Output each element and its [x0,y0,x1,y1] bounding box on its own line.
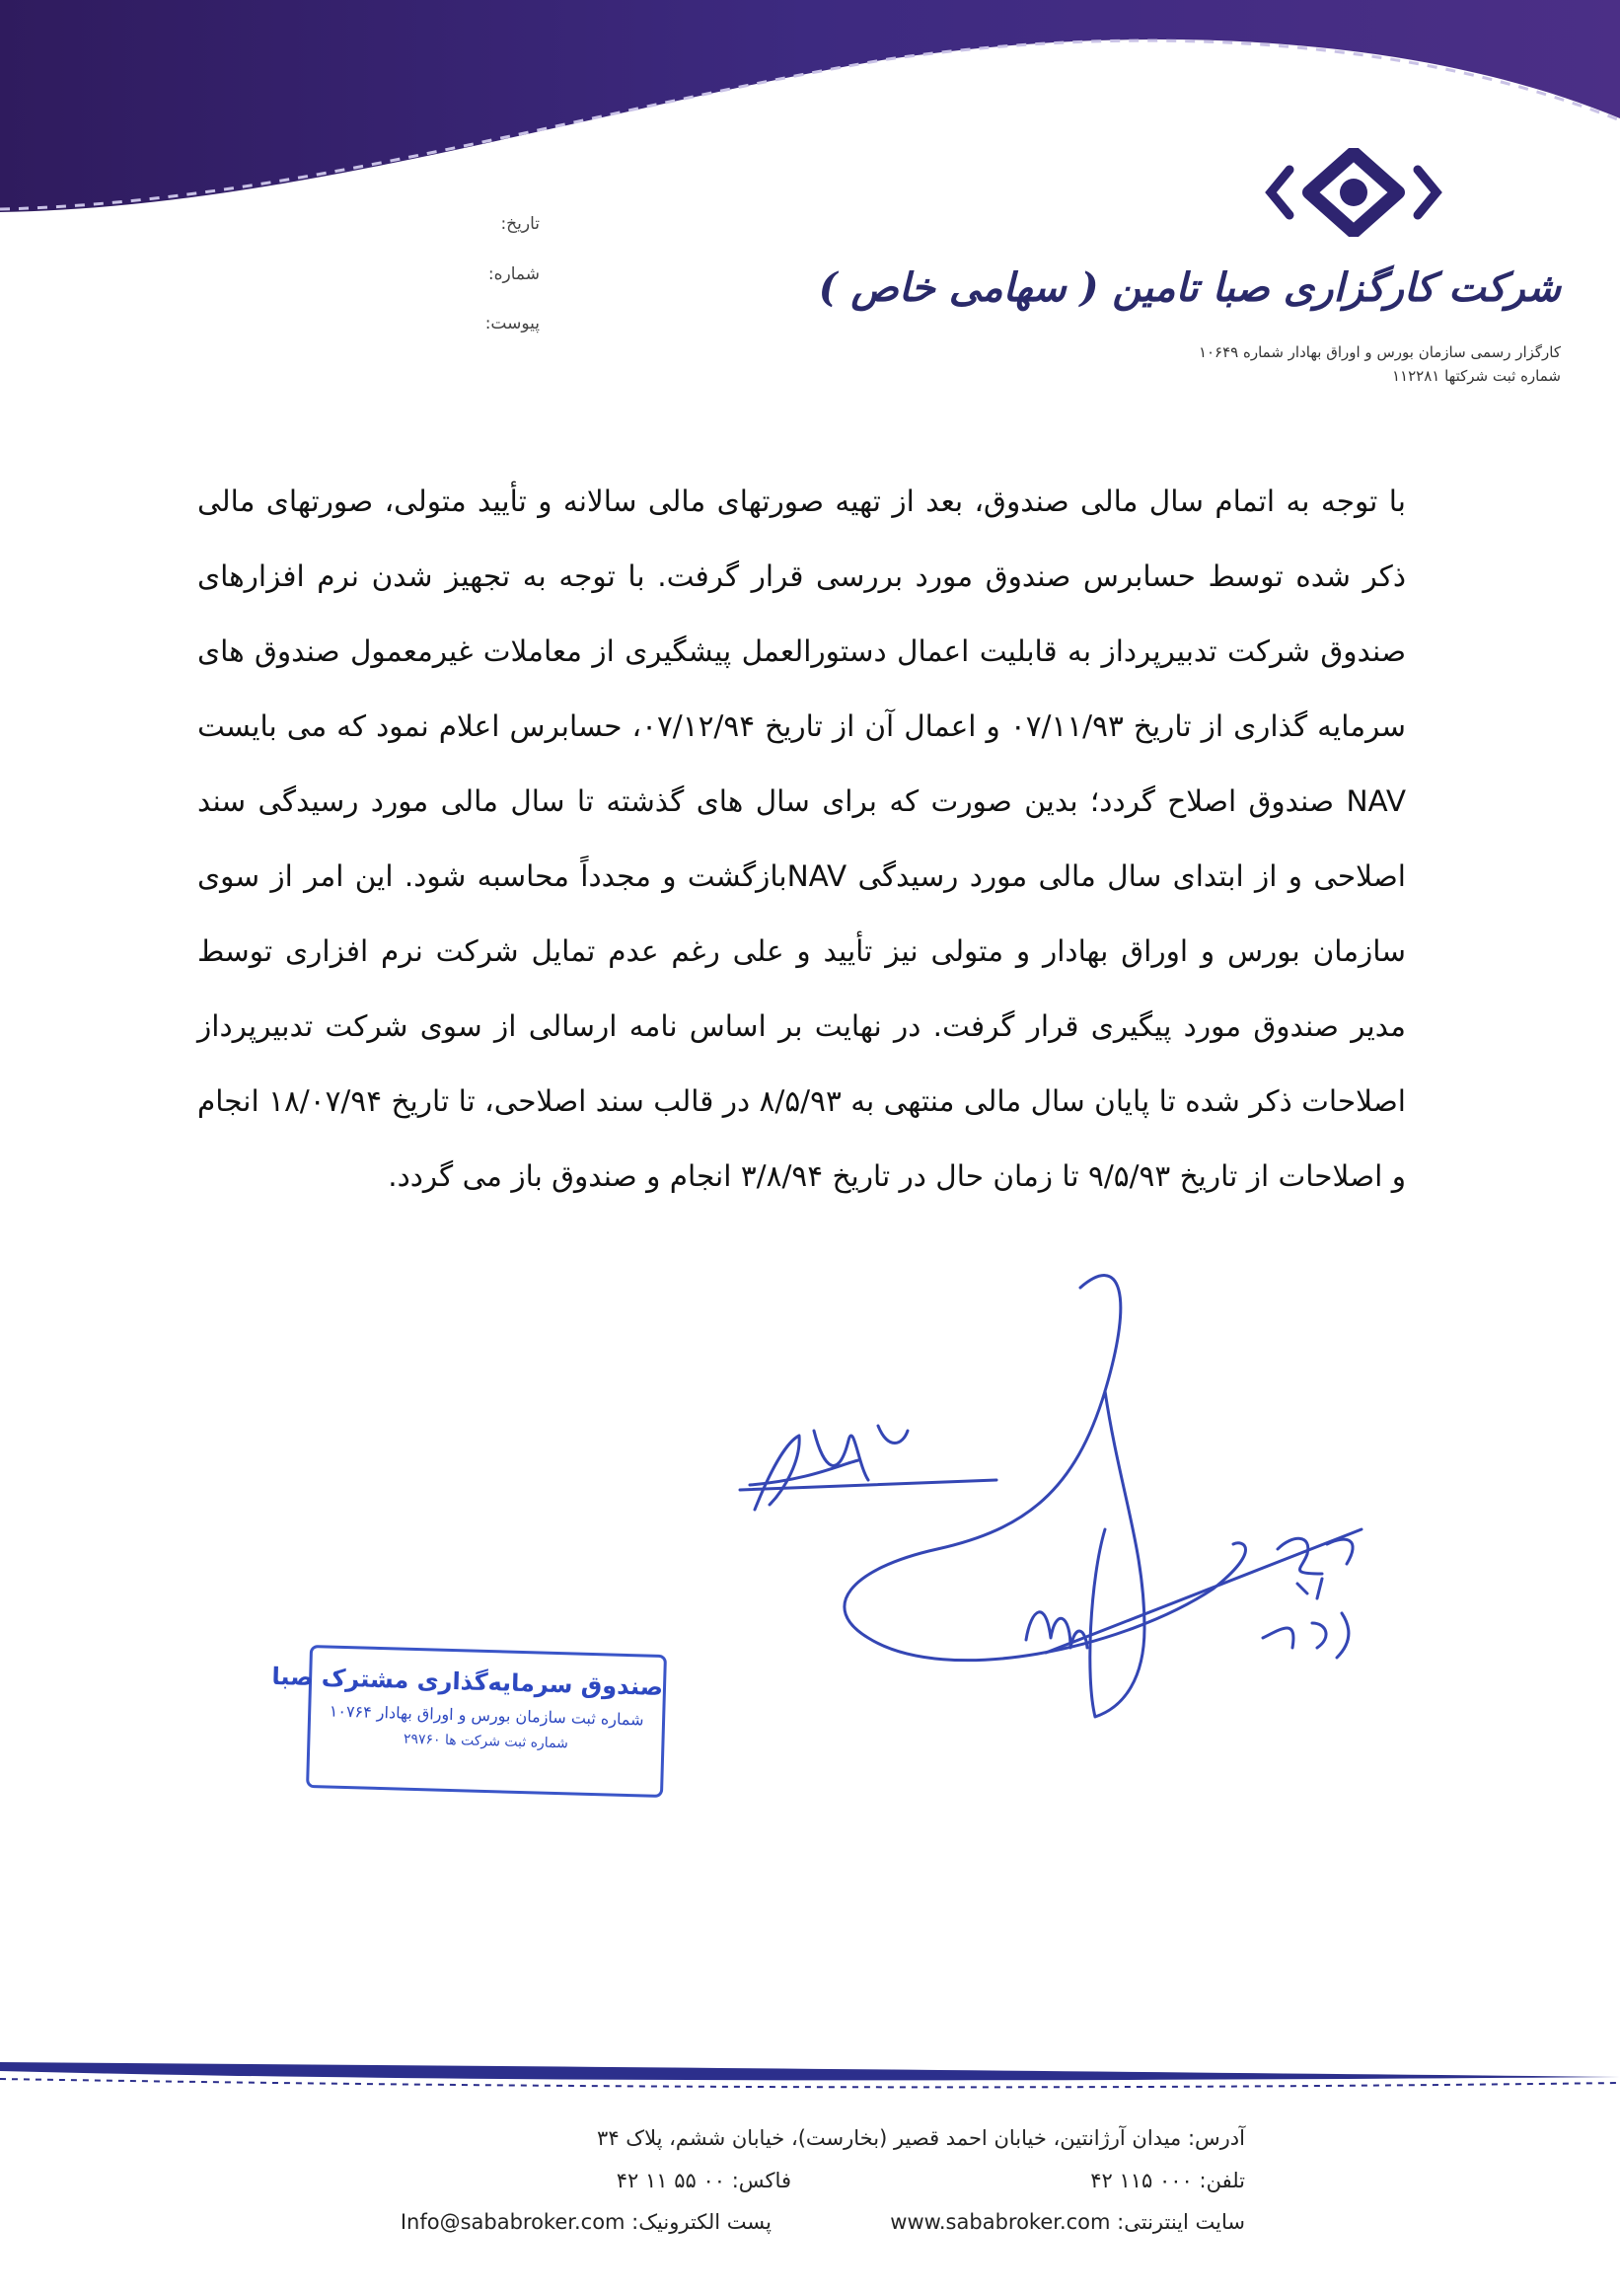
footer-address: آدرس: میدان آرژانتین، خیابان احمد قصیر (بخارست)، خیابان ششم، پلاک ۳۴ [597,2126,1245,2150]
footer-fax: فاکس: ۰۰ ۵۵ ۱۱ ۴۲ [616,2169,791,2192]
company-registry-number: شماره ثبت شرکتها ۱۱۲۲۸۱ [1392,367,1561,385]
company-logo-icon [1255,148,1452,237]
date-label: تاریخ: [500,214,540,234]
attachment-label: پیوست: [484,314,540,333]
fund-stamp [271,1645,667,1798]
stamp-registration: شماره ثبت سازمان بورس و اوراق بهادار ۱۰۷۶۴ [329,1701,644,1730]
footer-website: سایت اینترنتی: www.sababroker.com [890,2210,1245,2234]
stamp-company-number: شماره ثبت شرکت ها ۲۹۷۶۰ [403,1731,569,1752]
letter-body: با توجه به اتمام سال مالی صندوق، بعد از تهیه صورتهای مالی سالانه و تأیید متولی، صورتهای مالی ذکر شده توسط حسابرس صندوق مورد بررسی قرار گرفت. با توجه به تجهیز شدن نرم افزارهای صندوق شرکت تدبیرپرداز به قابلیت اعمال دستورالعمل پیشگیری از معاملات غیرمعمول صندوق های سرمایه گذاری از تاریخ ۰۷/۱۱/۹۳ و اعمال آن از تاریخ ۰۷/۱۲/۹۴، حسابرس اعلام نمود که می بایست NAV صندوق اصلاح گردد؛ بدین صورت که برای سال های گذشته تا سال مالی مورد رسیدگی سند اصلاحی و از ابتدای سال مالی مورد رسیدگی NAVبازگشت و مجدداً محاسبه شود. این امر از سوی سازمان بورس و اوراق بهادار و متولی نیز تأیید و علی رغم عدم تمایل شرکت نرم افزاری توسط مدیر صندوق مورد پیگیری قرار گرفت. در نهایت بر اساس نامه ارسالی از سوی شرکت تدبیرپرداز اصلاحات ذکر شده تا پایان سال مالی منتهی به ۸/۵/۹۳ در قالب سند اصلاحی، تا تاریخ ۱۸/۰۷/۹۴ انجام و اصلاحات از تاریخ ۹/۵/۹۳ تا زمان حال در تاریخ ۳/۸/۹۴ انجام و صندوق باز می گردد. [197,484,1406,1193]
handwritten-signatures [730,1233,1598,1746]
company-name: شرکت کارگزاری صبا تامین ( سهامی خاص ) [818,264,1561,311]
stamp-title: صندوق سرمایه‌گذاری مشترک صبا [271,1662,664,1701]
company-registration: کارگزار رسمی سازمان بورس و اوراق بهادار شماره ۱۰۶۴۹ [1198,343,1561,361]
footer-email: پست الکترونیک: Info@sababroker.com [400,2210,772,2234]
number-label: شماره: [487,264,540,284]
footer-phone: تلفن: ۰۰۰ ۱۱۵ ۴۲ [1090,2169,1245,2192]
footer-divider [0,2057,1620,2097]
